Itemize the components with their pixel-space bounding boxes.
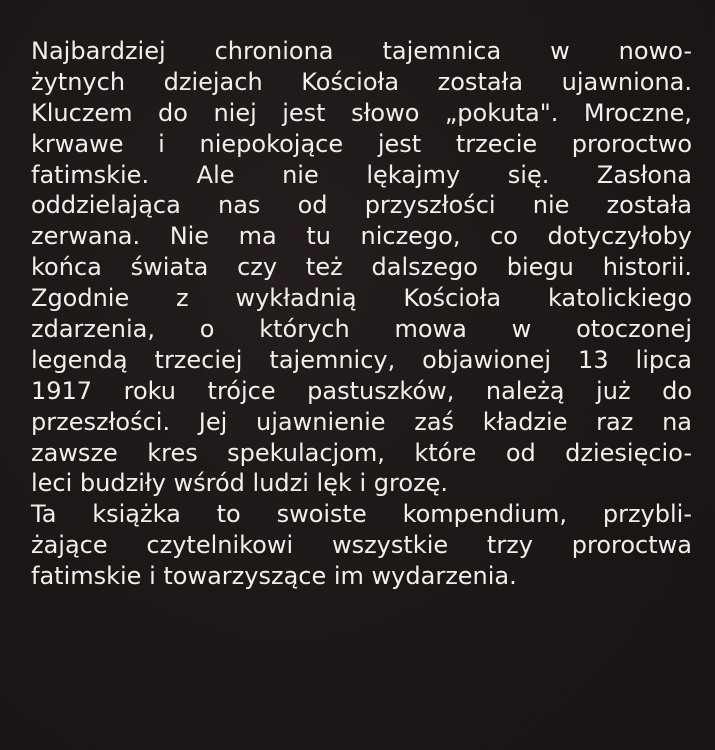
blurb-paragraph-2 [31,499,692,592]
blurb-line: Najbardziej chroniona tajemnica w nowo- [31,37,692,65]
blurb-line: leci budziły wśród ludzi lęk i grozę. [31,469,449,498]
blurb-line: zawsze kres spekulacjom, które od dziesięcio- [31,438,692,467]
blurb-line: żytnych dziejach Kościoła została ujawniona. [31,67,692,96]
blurb-line: Kluczem do niej jest słowo „pokuta". Mroczne, [31,98,692,127]
blurb-line: Ta książka to swoiste kompendium, przybli- [31,500,692,529]
blurb-line: żające czytelnikowi wszystkie trzy proroctwa [31,531,692,560]
blurb-line: oddzielająca nas od przyszłości nie została [31,191,692,220]
blurb-line: 1917 roku trójce pastuszków, należą już do [31,376,692,405]
blurb-line: krwawe i niepokojące jest trzecie proroctwo [31,129,692,158]
blurb-line: zdarzenia, o których mowa w otoczonej [31,315,692,344]
blurb-line: końca świata czy też dalszego biegu historii. [31,253,692,282]
blurb-paragraph-1 [31,36,692,499]
blurb-line: Zgodnie z wykładnią Kościoła katolickiego [31,284,692,313]
blurb-line: zerwana. Nie ma tu niczego, co dotyczyłoby [31,222,692,251]
blurb-line: legendą trzeciej tajemnicy, objawionej 13 lipca [31,345,692,374]
blurb-line: fatimskie i towarzyszące im wydarzenia. [31,562,517,591]
blurb-text [31,36,692,592]
blurb-line: fatimskie. Ale nie lękajmy się. Zasłona [31,160,692,189]
blurb-line: przeszłości. Jej ujawnienie zaś kładzie raz na [31,407,692,436]
